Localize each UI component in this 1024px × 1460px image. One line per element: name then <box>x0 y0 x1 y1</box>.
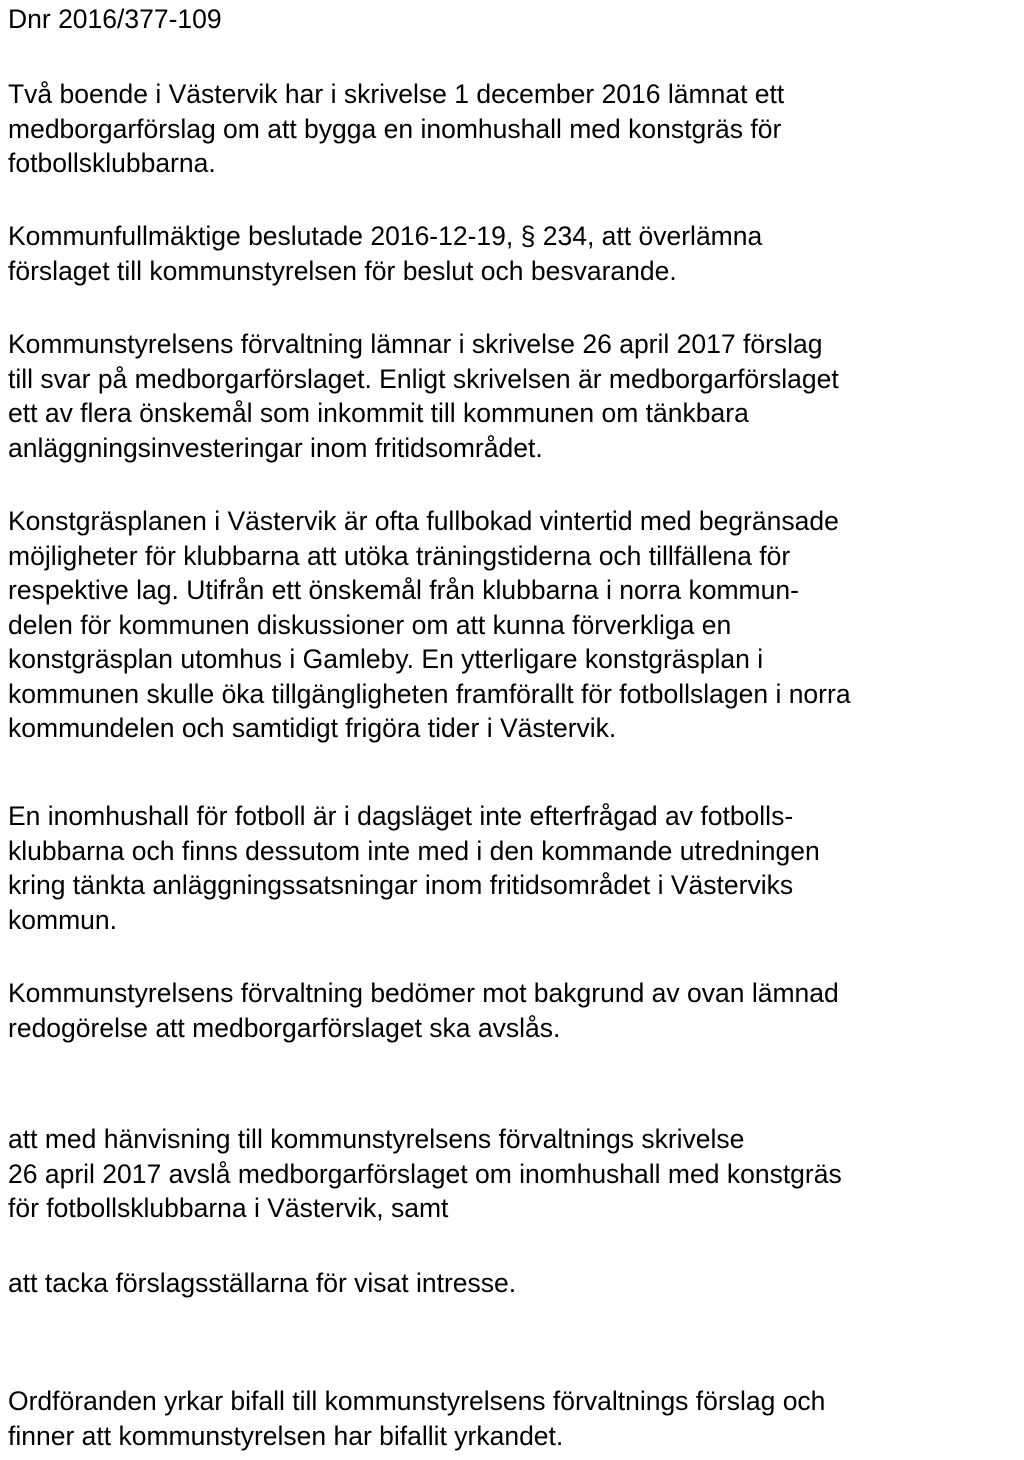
paragraph-line: Ordföranden yrkar bifall till kommunstyrelsens förvaltnings förslag och <box>8 1386 826 1416</box>
paragraph-administration-letter <box>8 327 839 465</box>
paragraph-line: ett av flera önskemål som inkommit till kommunen om tänkbara <box>8 398 749 428</box>
paragraph-proposal-received <box>8 77 784 181</box>
paragraph-line: medborgarförslag om att bygga en inomhushall med konstgräs för <box>8 113 782 144</box>
paragraph-line: Konstgräsplanen i Västervik är ofta fullbokad vintertid med begränsade <box>8 506 839 536</box>
paragraph-line: att tacka förslagsställarna för visat intresse. <box>8 1268 517 1298</box>
paragraph-line: redogörelse att medborgarförslaget ska avslås. <box>8 1012 561 1043</box>
paragraph-line: konstgräsplan utomhus i Gamleby. En ytterligare konstgräsplan i <box>8 644 764 674</box>
paragraph-line: Kommunstyrelsens förvaltning lämnar i skrivelse 26 april 2017 förslag <box>8 329 823 359</box>
proposal-clause-thanks <box>8 1266 516 1301</box>
paragraph-line: för fotbollsklubbarna i Västervik, samt <box>8 1193 449 1223</box>
paragraph-line: kommundelen och samtidigt frigöra tider i Västervik. <box>8 713 617 743</box>
paragraph-line: fotbollsklubbarna. <box>8 148 216 178</box>
paragraph-line: delen för kommunen diskussioner om att kunna förverkliga en <box>8 609 732 640</box>
paragraph-line: till svar på medborgarförslaget. Enligt skrivelsen är medborgarförslaget <box>8 363 839 394</box>
paragraph-assessment <box>8 976 839 1045</box>
paragraph-chair-motion <box>8 1384 825 1453</box>
paragraph-line: kring tänkta anläggningssatsningar inom fritidsområdet i Västerviks <box>8 870 794 900</box>
paragraph-line: klubbarna och finns dessutom inte med i den kommande utredningen <box>8 835 820 866</box>
paragraph-line: förslaget till kommunstyrelsen för beslut och besvarande. <box>8 255 677 286</box>
paragraph-line: anläggningsinvesteringar inom fritidsområdet. <box>8 432 543 463</box>
paragraph-line: Kommunstyrelsens förvaltning bedömer mot bakgrund av ovan lämnad <box>8 978 839 1008</box>
paragraph-line: kommun. <box>8 904 117 935</box>
proposal-clause-reject <box>8 1122 842 1226</box>
paragraph-line: Kommunfullmäktige beslutade 2016-12-19, § 234, att överlämna <box>8 221 763 251</box>
paragraph-indoor-hall <box>8 799 820 937</box>
paragraph-line: respektive lag. Utifrån ett önskemål från klubbarna i norra kommun- <box>8 575 799 605</box>
paragraph-line: 26 april 2017 avslå medborgarförslaget om inomhushall med konstgräs <box>8 1158 842 1189</box>
case-number-text: Dnr 2016/377-109 <box>8 4 222 34</box>
case-number <box>8 2 222 37</box>
paragraph-line: Två boende i Västervik har i skrivelse 1 december 2016 lämnat ett <box>8 79 785 109</box>
paragraph-line: att med hänvisning till kommunstyrelsens förvaltnings skrivelse <box>8 1124 745 1154</box>
paragraph-line: kommunen skulle öka tillgängligheten framförallt för fotbollslagen i norra <box>8 678 851 709</box>
paragraph-line: finner att kommunstyrelsen har bifallit yrkandet. <box>8 1420 564 1451</box>
paragraph-line: En inomhushall för fotboll är i dagsläget inte efterfrågad av fotbolls- <box>8 801 794 831</box>
paragraph-line: möjligheter för klubbarna att utöka träningstiderna och tillfällena för <box>8 540 791 571</box>
paragraph-artificial-turf <box>8 504 851 746</box>
paragraph-council-decision <box>8 219 762 288</box>
